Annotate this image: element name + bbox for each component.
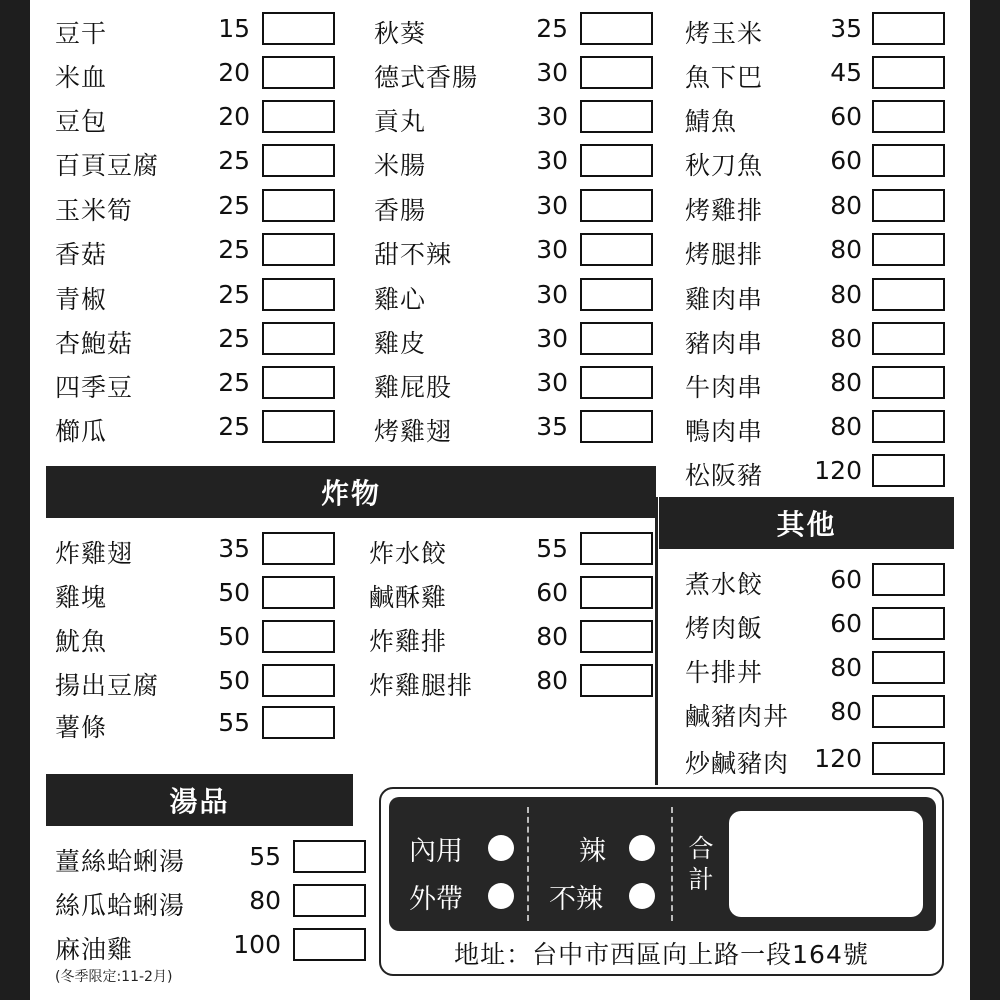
- quantity-box[interactable]: [580, 532, 653, 565]
- item-price: 25: [218, 146, 250, 175]
- quantity-box[interactable]: [262, 576, 335, 609]
- item-name: 炒鹹豬肉: [685, 749, 790, 778]
- item-price: 25: [218, 235, 250, 264]
- item-name: 青椒: [55, 285, 108, 314]
- quantity-box[interactable]: [262, 532, 335, 565]
- fried-section-title: 炸物: [320, 477, 381, 510]
- quantity-box[interactable]: [262, 233, 335, 266]
- quantity-box[interactable]: [580, 189, 653, 222]
- item-name: 炸雞排: [369, 627, 448, 656]
- item-price: 30: [536, 324, 568, 353]
- item-name: 米腸: [374, 151, 427, 180]
- quantity-box[interactable]: [262, 322, 335, 355]
- item-price: 80: [830, 697, 862, 726]
- quantity-box[interactable]: [872, 651, 945, 684]
- item-name: 烤雞排: [685, 196, 764, 225]
- quantity-box[interactable]: [872, 189, 945, 222]
- item-name: 烤雞翅: [374, 417, 453, 446]
- quantity-box[interactable]: [872, 56, 945, 89]
- quantity-box[interactable]: [580, 410, 653, 443]
- item-price: 25: [218, 412, 250, 441]
- quantity-box[interactable]: [262, 706, 335, 739]
- quantity-box[interactable]: [580, 620, 653, 653]
- quantity-box[interactable]: [872, 322, 945, 355]
- seasonal-note: (冬季限定:11-2月): [55, 969, 173, 985]
- item-name: 雞皮: [374, 329, 427, 358]
- item-price: 80: [830, 235, 862, 264]
- item-name: 德式香腸: [374, 63, 479, 92]
- item-name: 豆包: [55, 107, 108, 136]
- quantity-box[interactable]: [262, 410, 335, 443]
- item-price: 55: [536, 534, 568, 563]
- quantity-box[interactable]: [580, 664, 653, 697]
- item-name: 百頁豆腐: [55, 151, 160, 180]
- quantity-box[interactable]: [262, 12, 335, 45]
- item-price: 15: [218, 14, 250, 43]
- other-section-title: 其他: [776, 508, 837, 541]
- soup-section-header: [46, 774, 353, 826]
- quantity-box[interactable]: [293, 884, 366, 917]
- item-name: 松阪豬: [685, 461, 764, 490]
- item-price: 45: [830, 58, 862, 87]
- other-section-header: [659, 497, 954, 549]
- quantity-box[interactable]: [262, 366, 335, 399]
- order-options-panel: [379, 787, 944, 976]
- item-price: 80: [249, 886, 281, 915]
- total-label: [686, 833, 716, 895]
- order-sheet: [30, 0, 970, 1000]
- item-name: 薑絲蛤蜊湯: [55, 847, 186, 876]
- item-name: 麻油雞: [55, 935, 134, 964]
- item-name: 香腸: [374, 196, 427, 225]
- item-price: 80: [830, 191, 862, 220]
- item-name: 甜不辣: [374, 240, 453, 269]
- item-price: 25: [536, 14, 568, 43]
- dine-in-radio[interactable]: [488, 835, 514, 861]
- item-name: 杏鮑菇: [55, 329, 134, 358]
- item-price: 80: [830, 324, 862, 353]
- item-price: 25: [218, 368, 250, 397]
- item-price: 80: [536, 666, 568, 695]
- quantity-box[interactable]: [872, 454, 945, 487]
- item-name: 烤肉飯: [685, 614, 764, 643]
- total-label-char: 合: [688, 834, 714, 863]
- item-name: 豆干: [55, 19, 108, 48]
- item-price: 35: [536, 412, 568, 441]
- item-price: 80: [536, 622, 568, 651]
- takeout-label: 外帶: [409, 884, 463, 915]
- quantity-box[interactable]: [872, 366, 945, 399]
- item-name: 薯條: [55, 713, 108, 742]
- item-name: 鴨肉串: [685, 417, 764, 446]
- item-price: 60: [830, 609, 862, 638]
- item-price: 30: [536, 58, 568, 87]
- quantity-box[interactable]: [580, 576, 653, 609]
- item-name: 烤腿排: [685, 240, 764, 269]
- section-divider: [655, 497, 658, 785]
- quantity-box[interactable]: [262, 620, 335, 653]
- item-price: 25: [218, 324, 250, 353]
- item-name: 揚出豆腐: [55, 671, 160, 700]
- item-name: 鯖魚: [685, 107, 738, 136]
- item-name: 貢丸: [374, 107, 427, 136]
- item-name: 豬肉串: [685, 329, 764, 358]
- quantity-box[interactable]: [262, 278, 335, 311]
- item-name: 香菇: [55, 240, 108, 269]
- quantity-box[interactable]: [293, 840, 366, 873]
- item-price: 20: [218, 102, 250, 131]
- item-price: 30: [536, 146, 568, 175]
- item-price: 50: [218, 578, 250, 607]
- address-text: 地址：台中市西區向上路一段164號: [454, 940, 869, 969]
- quantity-box[interactable]: [580, 12, 653, 45]
- quantity-box[interactable]: [872, 695, 945, 728]
- item-name: 雞肉串: [685, 285, 764, 314]
- quantity-box[interactable]: [580, 366, 653, 399]
- quantity-box[interactable]: [872, 278, 945, 311]
- quantity-box[interactable]: [262, 664, 335, 697]
- item-name: 櫛瓜: [55, 417, 108, 446]
- item-price: 30: [536, 191, 568, 220]
- item-price: 120: [814, 456, 862, 485]
- not-spicy-radio[interactable]: [629, 883, 655, 909]
- item-name: 秋葵: [374, 19, 427, 48]
- order-options-box: [389, 797, 936, 931]
- item-price: 120: [814, 744, 862, 773]
- quantity-box[interactable]: [580, 100, 653, 133]
- quantity-box[interactable]: [580, 278, 653, 311]
- item-price: 25: [218, 191, 250, 220]
- item-price: 100: [233, 930, 281, 959]
- item-name: 煮水餃: [685, 570, 764, 599]
- item-name: 雞心: [374, 285, 427, 314]
- item-name: 鹹酥雞: [369, 583, 448, 612]
- item-price: 35: [218, 534, 250, 563]
- item-name: 炸水餃: [369, 539, 448, 568]
- dashed-divider: [527, 807, 529, 921]
- item-price: 50: [218, 666, 250, 695]
- spicy-radio[interactable]: [629, 835, 655, 861]
- item-price: 80: [830, 653, 862, 682]
- soup-section-title: 湯品: [169, 785, 230, 818]
- item-name: 魚下巴: [685, 63, 764, 92]
- quantity-box[interactable]: [580, 322, 653, 355]
- item-price: 80: [830, 280, 862, 309]
- not-spicy-label: 不辣: [549, 884, 603, 915]
- item-name: 炸雞翅: [55, 539, 134, 568]
- quantity-box[interactable]: [872, 410, 945, 443]
- total-amount-box[interactable]: [729, 811, 923, 917]
- quantity-box[interactable]: [262, 56, 335, 89]
- item-price: 60: [536, 578, 568, 607]
- quantity-box[interactable]: [872, 563, 945, 596]
- item-name: 絲瓜蛤蜊湯: [55, 891, 186, 920]
- item-name: 玉米筍: [55, 196, 134, 225]
- item-name: 牛肉串: [685, 373, 764, 402]
- quantity-box[interactable]: [262, 100, 335, 133]
- dine-in-label: 內用: [409, 836, 463, 867]
- takeout-radio[interactable]: [488, 883, 514, 909]
- quantity-box[interactable]: [872, 100, 945, 133]
- quantity-box[interactable]: [293, 928, 366, 961]
- quantity-box[interactable]: [872, 233, 945, 266]
- quantity-box[interactable]: [872, 144, 945, 177]
- quantity-box[interactable]: [580, 56, 653, 89]
- quantity-box[interactable]: [580, 233, 653, 266]
- quantity-box[interactable]: [262, 144, 335, 177]
- item-price: 30: [536, 280, 568, 309]
- item-name: 烤玉米: [685, 19, 764, 48]
- item-price: 60: [830, 565, 862, 594]
- item-name: 秋刀魚: [685, 151, 764, 180]
- item-name: 鹹豬肉丼: [685, 702, 790, 731]
- item-price: 35: [830, 14, 862, 43]
- item-name: 雞屁股: [374, 373, 453, 402]
- item-price: 30: [536, 368, 568, 397]
- fried-section-header: [46, 466, 656, 518]
- total-label-char: 計: [688, 865, 714, 894]
- item-name: 牛排丼: [685, 658, 764, 687]
- quantity-box[interactable]: [872, 742, 945, 775]
- quantity-box[interactable]: [872, 12, 945, 45]
- item-name: 魷魚: [55, 627, 108, 656]
- dashed-divider: [671, 807, 673, 921]
- item-price: 60: [830, 146, 862, 175]
- item-price: 60: [830, 102, 862, 131]
- item-name: 四季豆: [55, 373, 134, 402]
- quantity-box[interactable]: [262, 189, 335, 222]
- spicy-label: 辣: [579, 836, 606, 867]
- item-name: 雞塊: [55, 583, 108, 612]
- item-price: 80: [830, 412, 862, 441]
- item-name: 炸雞腿排: [369, 671, 474, 700]
- item-price: 80: [830, 368, 862, 397]
- item-price: 55: [218, 708, 250, 737]
- item-price: 25: [218, 280, 250, 309]
- item-price: 55: [249, 842, 281, 871]
- item-price: 20: [218, 58, 250, 87]
- quantity-box[interactable]: [872, 607, 945, 640]
- item-name: 米血: [55, 63, 108, 92]
- item-price: 30: [536, 102, 568, 131]
- quantity-box[interactable]: [580, 144, 653, 177]
- item-price: 50: [218, 622, 250, 651]
- item-price: 30: [536, 235, 568, 264]
